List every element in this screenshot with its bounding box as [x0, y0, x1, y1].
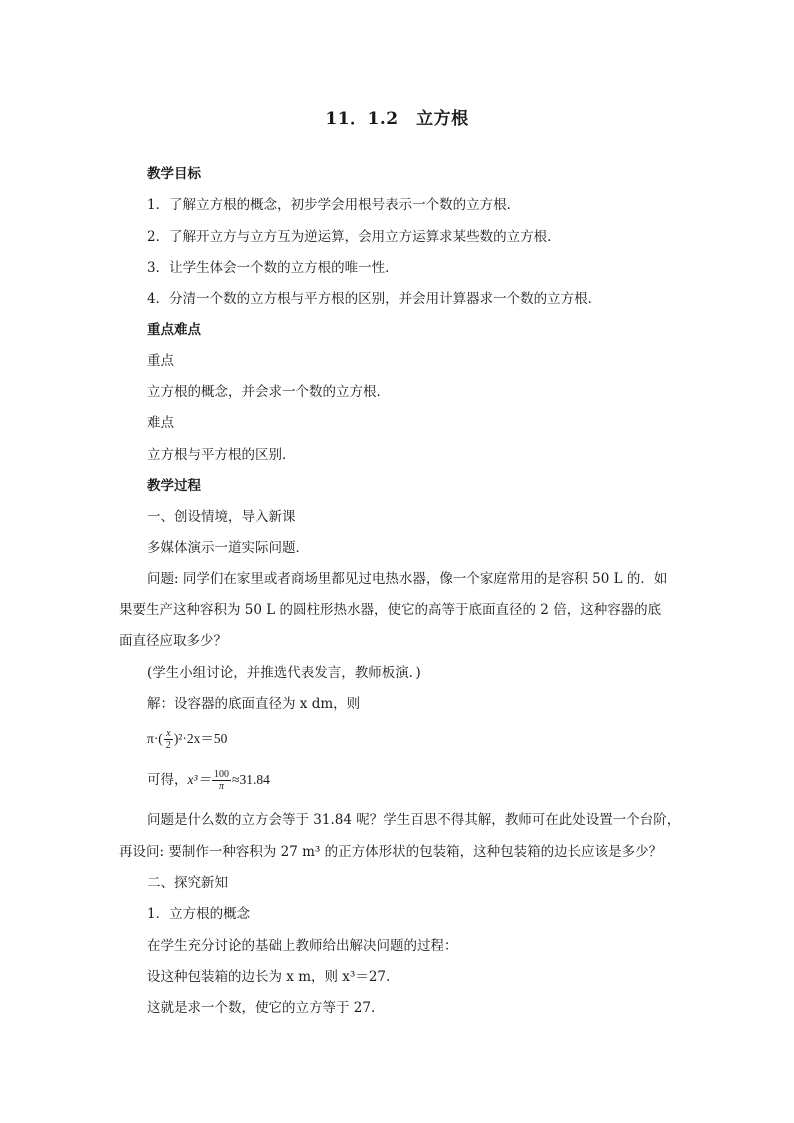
- problem-line-2: 果要生产这种容积为 50 L 的圆柱形热水器，使它的高等于底面直径的 2 倍，这种容器的底: [119, 602, 662, 618]
- equation-2: [147, 768, 270, 792]
- equation-2-rest: ≈31.84: [232, 772, 270, 787]
- question-line-2: 再设问: 要制作一种容积为 27 m³ 的正方体形状的包装箱，这种包装箱的边长应该是多少？: [119, 844, 663, 860]
- goal-item-3: 3．让学生体会一个数的立方根的唯一性．: [147, 260, 399, 276]
- equation-2-var: x³＝: [187, 772, 212, 787]
- concept-meaning: 这就是求一个数，使它的立方等于 27.: [147, 1000, 376, 1016]
- equation-2-fraction: [212, 769, 231, 792]
- key-text: 立方根的概念，并会求一个数的立方根．: [147, 384, 390, 400]
- question-line-1: 问题是什么数的立方会等于 31.84 呢？学生百思不得其解，教师可在此处设置一个台阶，: [147, 812, 681, 828]
- equation-1-rest: )²·2x＝50: [173, 731, 228, 746]
- part1-intro: 多媒体演示一道实际问题．: [147, 540, 309, 556]
- goal-item-4: 4．分清一个数的立方根与平方根的区别，并会用计算器求一个数的立方根．: [147, 291, 602, 307]
- concept-setup: 设这种包装箱的边长为 x m，则 x³＝27.: [147, 969, 391, 985]
- discussion-note: (学生小组讨论，并推选代表发言，教师板演．): [147, 665, 421, 681]
- equation-2-numerator: 100: [214, 769, 230, 781]
- process-heading: 教学过程: [147, 478, 201, 494]
- part2-heading: 二、探究新知: [147, 875, 228, 891]
- solution-intro: 解：设容器的底面直径为 x dm，则: [147, 696, 361, 712]
- key-heading: 重点难点: [147, 322, 201, 338]
- goal-item-2: 2．了解开立方与立方互为逆运算，会用立方运算求某些数的立方根．: [147, 229, 561, 245]
- problem-line-1: 问题: 同学们在家里或者商场里都见过电热水器，像一个家庭常用的是容积 50 L 的．如: [147, 571, 668, 587]
- problem-line-3: 面直径应取多少？: [119, 633, 227, 649]
- page-title: 11．1.2 立方根: [325, 109, 469, 129]
- equation-2-prefix: 可得，: [147, 772, 188, 787]
- concept-intro: 在学生充分讨论的基础上教师给出解决问题的过程：: [147, 938, 458, 954]
- concept-heading: 1．立方根的概念: [147, 906, 251, 922]
- equation-1-denominator: 2: [165, 740, 171, 752]
- equation-2-denominator: π: [219, 781, 225, 793]
- part1-heading: 一、创设情境，导入新课: [147, 509, 296, 525]
- equation-1-pi: π·(: [147, 731, 163, 746]
- key-label: 重点: [147, 353, 174, 369]
- equation-1-numerator: x: [164, 728, 173, 740]
- goals-heading: 教学目标: [147, 166, 201, 182]
- difficult-label: 难点: [147, 415, 174, 431]
- equation-1-fraction: [164, 728, 173, 751]
- equation-1: [147, 727, 227, 751]
- difficult-text: 立方根与平方根的区别．: [147, 447, 296, 463]
- goal-item-1: 1．了解立方根的概念，初步学会用根号表示一个数的立方根．: [147, 197, 521, 213]
